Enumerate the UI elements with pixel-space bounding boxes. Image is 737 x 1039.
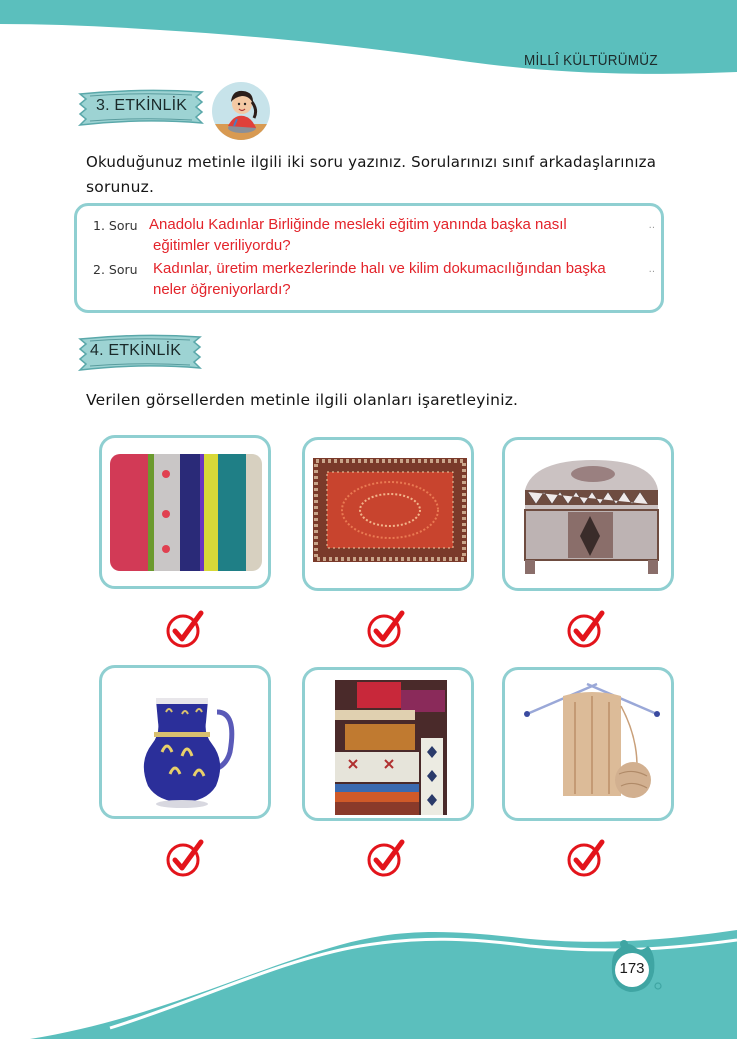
image-card-embroidered-scarves[interactable] [99,435,271,589]
question2-dots: .. [648,264,655,275]
image-card-knitting[interactable] [502,667,674,821]
activity3-instruction-line1: Okuduğunuz metinle ilgili iki soru yazınız. Sorularınızı sınıf arkadaşlarınıza [86,153,657,171]
image-card-iznik-pitcher[interactable] [99,665,271,819]
image-card-persian-carpet[interactable] [302,437,474,591]
question1-answer-line1[interactable]: Anadolu Kadınlar Birliğinde mesleki eğitim yanında başka nasıl [149,216,567,233]
section-title: MİLLÎ KÜLTÜRÜMÜZ [524,52,658,69]
page-number-badge [604,938,664,998]
checkmark-icon[interactable] [566,609,606,649]
checkmark-icon[interactable] [366,838,406,878]
iznik-pitcher-image [122,682,252,812]
mother-of-pearl-chest-image [513,450,667,584]
questions-box [74,203,664,313]
checkmark-icon[interactable] [165,838,205,878]
activity3-instruction-line2: sorunuz. [86,178,155,196]
checkmark-icon[interactable] [165,609,205,649]
question2-answer-line2[interactable]: neler öğreniyorlardı? [153,281,291,298]
student-writing-illustration [212,82,270,140]
activity4-instruction: Verilen görsellerden metinle ilgili olanları işaretleyiniz. [86,391,519,409]
activity4-title: 4. ETKİNLİK [90,342,182,359]
page-number: 173 [619,960,645,977]
activity3-title: 3. ETKİNLİK [96,97,188,114]
question2-answer-line1[interactable]: Kadınlar, üretim merkezlerinde halı ve kilim dokumacılığından başka [153,260,606,277]
checkmark-icon[interactable] [366,609,406,649]
kilim-rugs-image [335,680,447,815]
question1-answer-line2[interactable]: eğitimler veriliyordu? [153,237,291,254]
knitting-image [517,676,667,816]
activity4-banner [76,333,204,371]
checkmark-icon[interactable] [566,838,606,878]
image-card-mother-of-pearl-chest[interactable] [502,437,674,591]
image-card-kilim-rugs[interactable] [302,667,474,821]
question1-label: 1. Soru [93,218,138,233]
persian-carpet-image [313,458,467,562]
activity3-banner [76,88,206,126]
embroidered-scarves-image [110,454,262,571]
question2-label: 2. Soru [93,262,138,277]
question1-dots: .. [648,220,655,231]
